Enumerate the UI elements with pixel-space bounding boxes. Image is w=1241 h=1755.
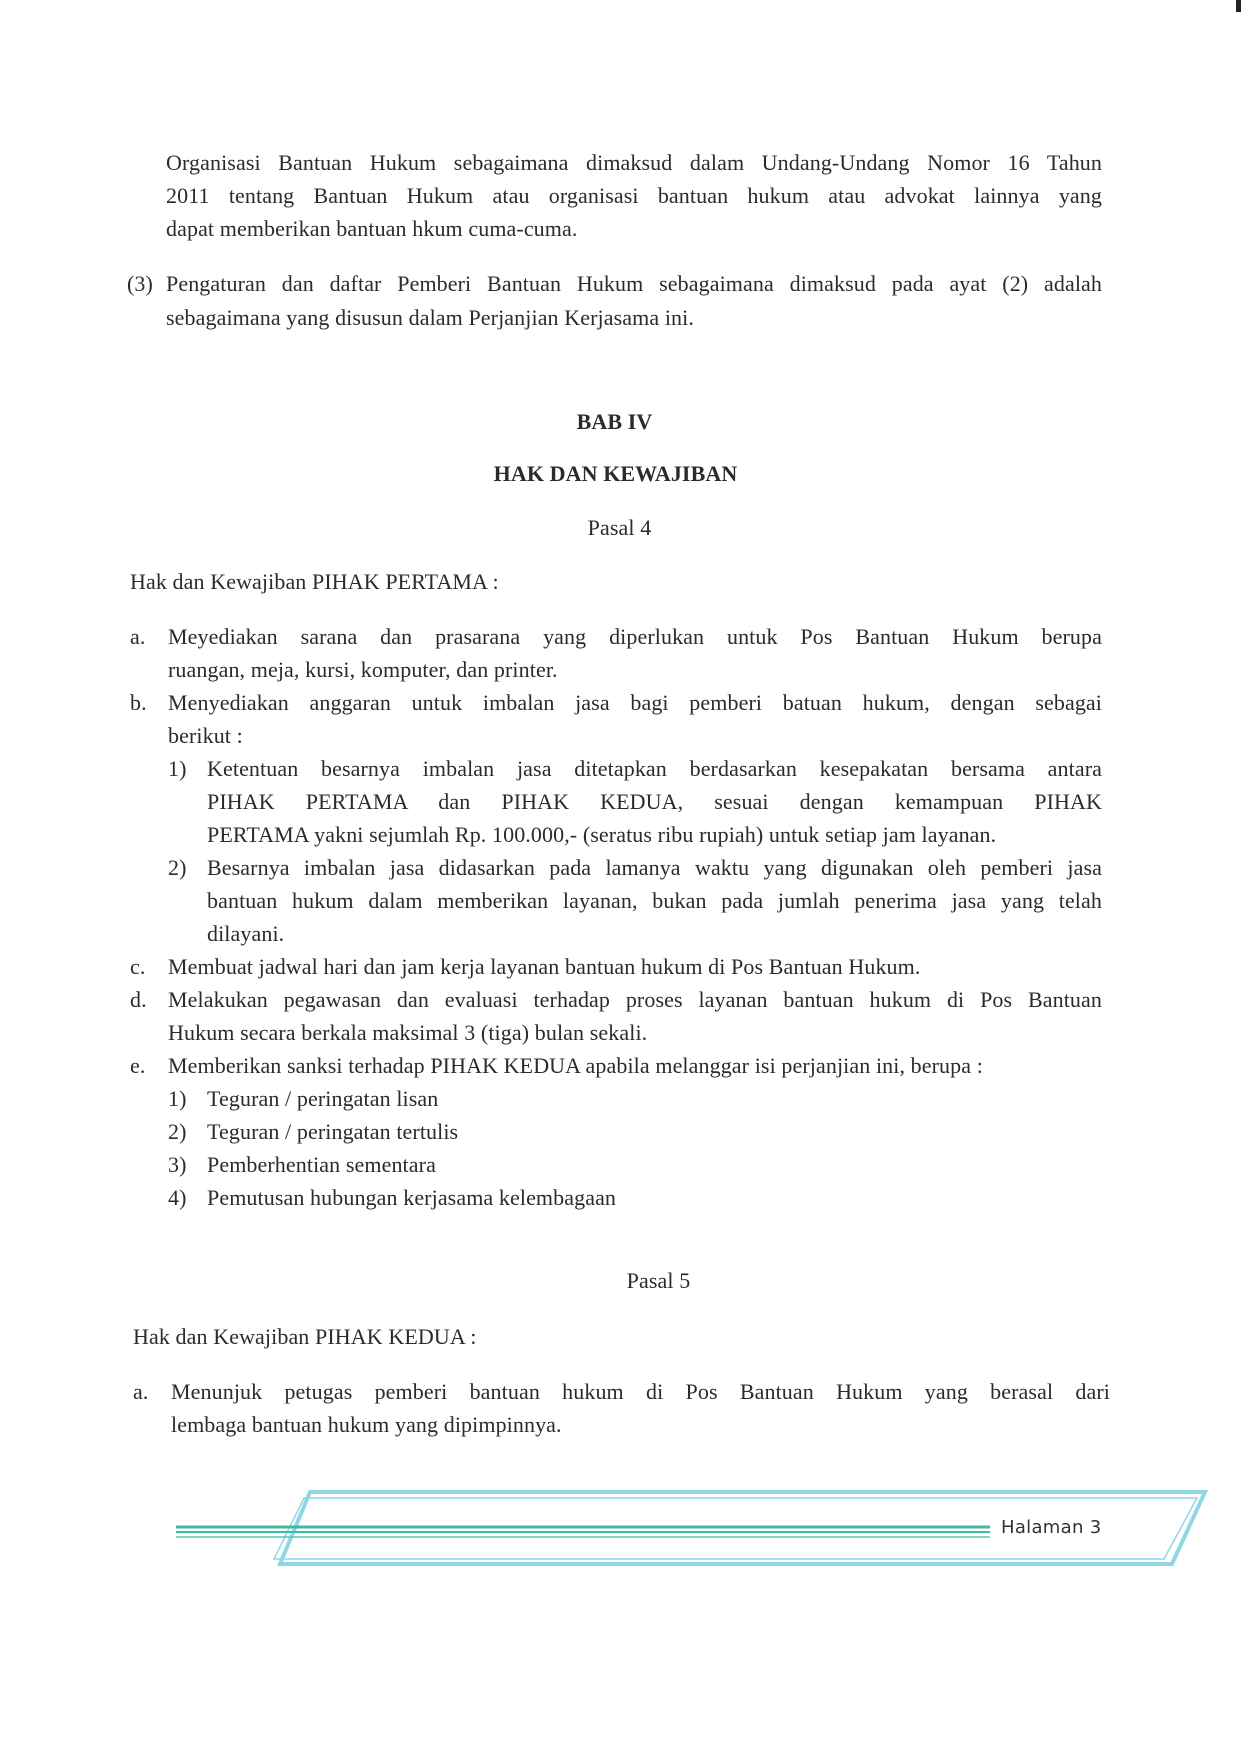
pasal-4-intro: Hak dan Kewajiban PIHAK PERTAMA : xyxy=(130,569,499,594)
item-c-marker: c. xyxy=(130,954,146,979)
item-a-line-2: ruangan, meja, kursi, komputer, dan printer. xyxy=(168,657,558,682)
sanction-2-marker: 2) xyxy=(168,1119,187,1144)
ayat-3-line-1: Pengaturan dan daftar Pemberi Bantuan Hukum sebagaimana dimaksud pada ayat (2) adalah xyxy=(166,271,1102,296)
sanction-2-text: Teguran / peringatan tertulis xyxy=(207,1119,459,1144)
sanction-3-text: Pemberhentian sementara xyxy=(207,1152,436,1177)
item-a-marker: a. xyxy=(130,624,146,649)
sanction-4-text: Pemutusan hubungan kerjasama kelembagaan xyxy=(207,1185,617,1210)
item-b-line-2: berikut : xyxy=(168,723,243,748)
item-d-marker: d. xyxy=(130,987,147,1012)
intro-line-2: 2011 tentang Bantuan Hukum atau organisasi bantuan hukum atau advokat lainnya yang xyxy=(166,183,1102,208)
item-b2-line-1: Besarnya imbalan jasa didasarkan pada lamanya waktu yang digunakan oleh pemberi jasa xyxy=(207,855,1102,880)
scan-mark xyxy=(1236,0,1241,12)
sanction-1-marker: 1) xyxy=(168,1086,187,1111)
item-b1-marker: 1) xyxy=(168,756,187,781)
item-e-marker: e. xyxy=(130,1053,146,1078)
ayat-3-marker: (3) xyxy=(127,271,153,296)
p5-item-a-line-2: lembaga bantuan hukum yang dipimpinnya. xyxy=(171,1412,562,1437)
item-d-line-1: Melakukan pegawasan dan evaluasi terhadap proses layanan bantuan hukum di Pos Bantuan xyxy=(168,987,1102,1012)
sanction-3-marker: 3) xyxy=(168,1152,187,1177)
sanction-1-text: Teguran / peringatan lisan xyxy=(207,1086,439,1111)
pasal-5-heading: Pasal 5 xyxy=(626,1268,691,1293)
item-b2-marker: 2) xyxy=(168,855,187,880)
item-b1-line-2: PIHAK PERTAMA dan PIHAK KEDUA, sesuai dengan kemampuan PIHAK xyxy=(207,789,1102,814)
item-b-line-1: Menyediakan anggaran untuk imbalan jasa bagi pemberi batuan hukum, dengan sebagai xyxy=(168,690,1102,715)
pasal-4-heading: Pasal 4 xyxy=(587,515,652,540)
item-b2-line-2: bantuan hukum dalam memberikan layanan, bukan pada jumlah penerima jasa yang telah xyxy=(207,888,1102,913)
page-number-label: Halaman 3 xyxy=(1001,1517,1102,1538)
p5-item-a-marker: a. xyxy=(133,1379,149,1404)
item-c-line-1: Membuat jadwal hari dan jam kerja layanan bantuan hukum di Pos Bantuan Hukum. xyxy=(168,954,921,979)
chapter-title: HAK DAN KEWAJIBAN xyxy=(493,461,738,486)
item-a-line-1: Meyediakan sarana dan prasarana yang diperlukan untuk Pos Bantuan Hukum berupa xyxy=(168,624,1102,649)
pasal-5-intro: Hak dan Kewajiban PIHAK KEDUA : xyxy=(133,1324,477,1349)
chapter-number: BAB IV xyxy=(576,409,653,434)
item-b1-line-1: Ketentuan besarnya imbalan jasa ditetapkan berdasarkan kesepakatan bersama antara xyxy=(207,756,1102,781)
intro-line-3: dapat memberikan bantuan hkum cuma-cuma. xyxy=(166,216,578,241)
item-b2-line-3: dilayani. xyxy=(207,921,285,946)
footer-frame-right-edge xyxy=(1172,1492,1205,1564)
sanction-4-marker: 4) xyxy=(168,1185,187,1210)
intro-line-1: Organisasi Bantuan Hukum sebagaimana dimaksud dalam Undang-Undang Nomor 16 Tahun xyxy=(166,150,1102,175)
item-b-marker: b. xyxy=(130,690,147,715)
p5-item-a-line-1: Menunjuk petugas pemberi bantuan hukum di Pos Bantuan Hukum yang berasal dari xyxy=(171,1379,1110,1404)
ayat-3-line-2: sebagaimana yang disusun dalam Perjanjian Kerjasama ini. xyxy=(166,305,694,330)
item-b1-line-3: PERTAMA yakni sejumlah Rp. 100.000,- (seratus ribu rupiah) untuk setiap jam layanan. xyxy=(207,822,997,847)
item-d-line-2: Hukum secara berkala maksimal 3 (tiga) bulan sekali. xyxy=(168,1020,648,1045)
item-e-line-1: Memberikan sanksi terhadap PIHAK KEDUA apabila melanggar isi perjanjian ini, berupa : xyxy=(168,1053,983,1078)
